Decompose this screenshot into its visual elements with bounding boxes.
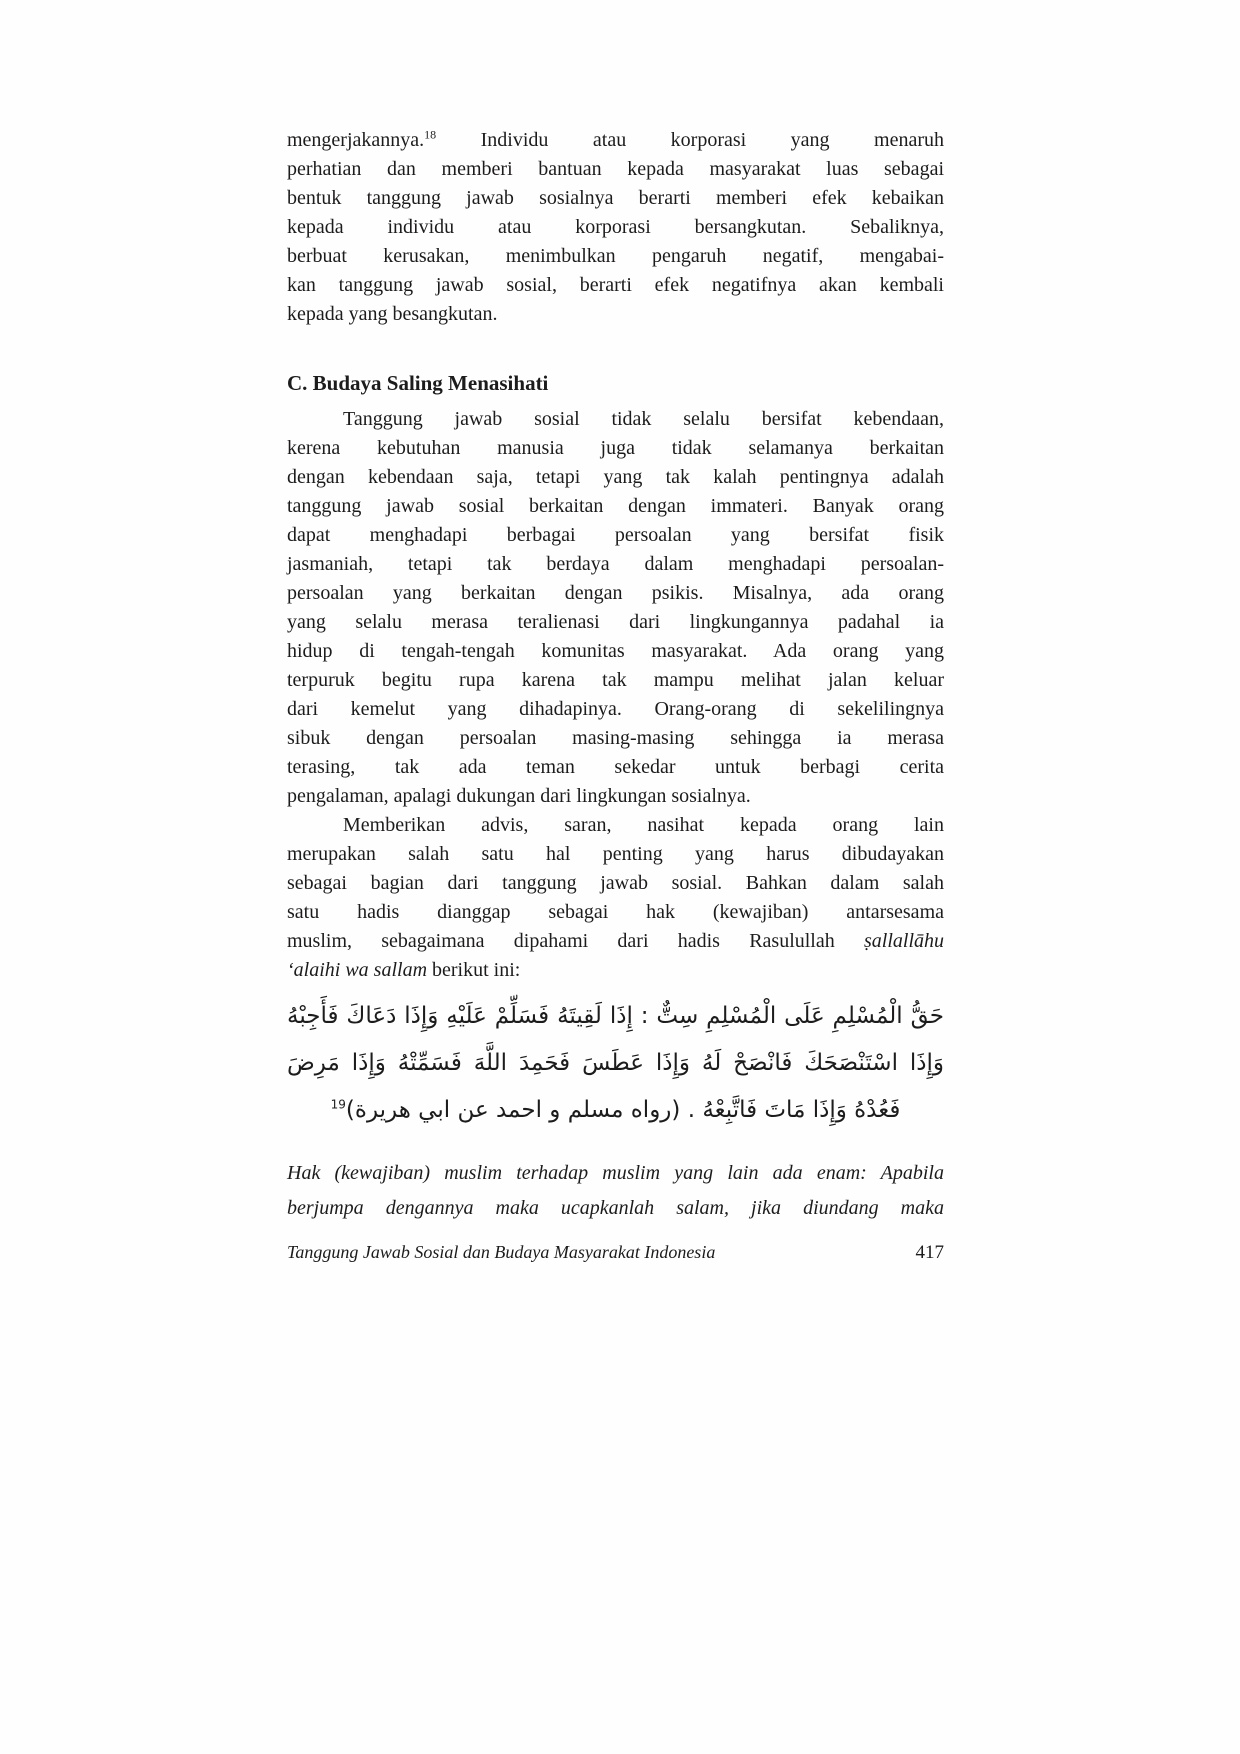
paragraph-lines [287,405,944,811]
hadith-arabic-line: حَقُّ الْمُسْلِمِ عَلَى الْمُسْلِمِ سِتٌّ : إِذَا لَقِيتَهُ فَسَلِّمْ عَلَيْهِ وَإِذَا دَعَاكَ فَأَجِبْهُ [287,1003,944,1029]
paragraph-line: berbuat kerusakan, menimbulkan pengaruh negatif, mengabai- [287,245,944,267]
page-content [287,126,944,1226]
paragraph-line: terasing, tak ada teman sekedar untuk berbagi cerita [287,756,944,778]
body-text: mengerjakannya. [287,129,425,151]
paragraph-line: sibuk dengan persoalan masing-masing sehingga ia merasa [287,727,944,749]
paragraph-line: bentuk tanggung jawab sosialnya berarti memberi efek kebaikan [287,187,944,209]
page-number: 417 [915,1242,944,1263]
paragraph-line: yang selalu merasa teralienasi dari lingkungannya padahal ia [287,611,944,633]
paragraph-2 [287,405,944,811]
paragraph-line: kepada yang besangkutan. [287,303,498,325]
paragraph-line [287,927,944,956]
hadith-arabic-line: وَإِذَا اسْتَنْصَحَكَ فَانْصَحْ لَهُ وَإِذَا عَطَسَ فَحَمِدَ اللَّهَ فَسَمِّتْهُ وَإِذَا مَرِضَ [287,1050,944,1076]
paragraph-line: jasmaniah, tetapi tak berdaya dalam menghadapi persoalan- [287,553,944,575]
paragraph-line: satu hadis dianggap sebagai hak (kewajiban) antarsesama [287,901,944,923]
hadith-arabic-text: فَعُدْهُ وَإِذَا مَاتَ فَاتَّبِعْهُ . (رواه مسلم و احمد عن ابي هريرة) [345,1097,901,1123]
paragraph-line: hidup di tengah-tengah komunitas masyarakat. Ada orang yang [287,640,944,662]
paragraph-line: persoalan yang berkaitan dengan psikis. Misalnya, ada orang [287,582,944,604]
paragraph-line: kan tanggung jawab sosial, berarti efek negatifnya akan kembali [287,274,944,296]
body-text: berikut ini: [427,959,521,981]
paragraph-lines [287,155,944,329]
translation-line: berjumpa dengannya maka ucapkanlah salam, jika diundang maka [287,1197,944,1219]
paragraph-line: pengalaman, apalagi dukungan dari lingkungan sosialnya. [287,785,751,807]
paragraph-line: kerena kebutuhan manusia juga tidak selamanya berkaitan [287,437,944,459]
paragraph-line: kepada individu atau korporasi bersangkutan. Sebaliknya, [287,216,944,238]
paragraph-line: dengan kebendaan saja, tetapi yang tak kalah pentingnya adalah [287,466,944,488]
hadith-arabic-line [287,1087,944,1134]
paragraph-line: perhatian dan memberi bantuan kepada masyarakat luas sebagai [287,158,944,180]
body-text: Individu atau korporasi yang menaruh [436,129,944,151]
section-heading: C. Budaya Saling Menasihati [287,371,549,395]
translation-line: Hak (kewajiban) muslim terhadap muslim yang lain ada enam: Apabila [287,1162,944,1184]
hadith-arabic-block [287,993,944,1134]
footnote-ref-19: 19 [330,1097,346,1112]
paragraph-line: dari kemelut yang dihadapinya. Orang-orang di sekelilingnya [287,698,944,720]
transliteration-italic: ‘alaihi wa sallam [287,959,428,981]
footer-running-title: Tanggung Jawab Sosial dan Budaya Masyarakat Indonesia [287,1242,716,1262]
paragraph-line: terpuruk begitu rupa karena tak mampu melihat jalan keluar [287,669,944,691]
paragraph-line: Tanggung jawab sosial tidak selalu bersifat kebendaan, [343,408,944,430]
paragraph-line: merupakan salah satu hal penting yang harus dibudayakan [287,843,944,865]
paragraph-lines [287,811,944,927]
footnote-ref-18: 18 [424,127,437,142]
paragraph-line [287,126,944,155]
paragraph-line: dapat menghadapi berbagai persoalan yang bersifat fisik [287,524,944,546]
hadith-translation [287,1156,944,1226]
transliteration-italic: ṣallallāhu [863,930,944,952]
paragraph-line [287,956,944,985]
paragraph-3 [287,811,944,985]
page-footer [287,1242,944,1264]
paragraph-1 [287,126,944,329]
body-text: muslim, sebagaimana dipahami dari hadis Rasulullah [287,930,864,952]
paragraph-line: tanggung jawab sosial berkaitan dengan immateri. Banyak orang [287,495,944,517]
paragraph-line: sebagai bagian dari tanggung jawab sosial. Bahkan dalam salah [287,872,944,894]
paragraph-line: Memberikan advis, saran, nasihat kepada orang lain [343,814,944,836]
